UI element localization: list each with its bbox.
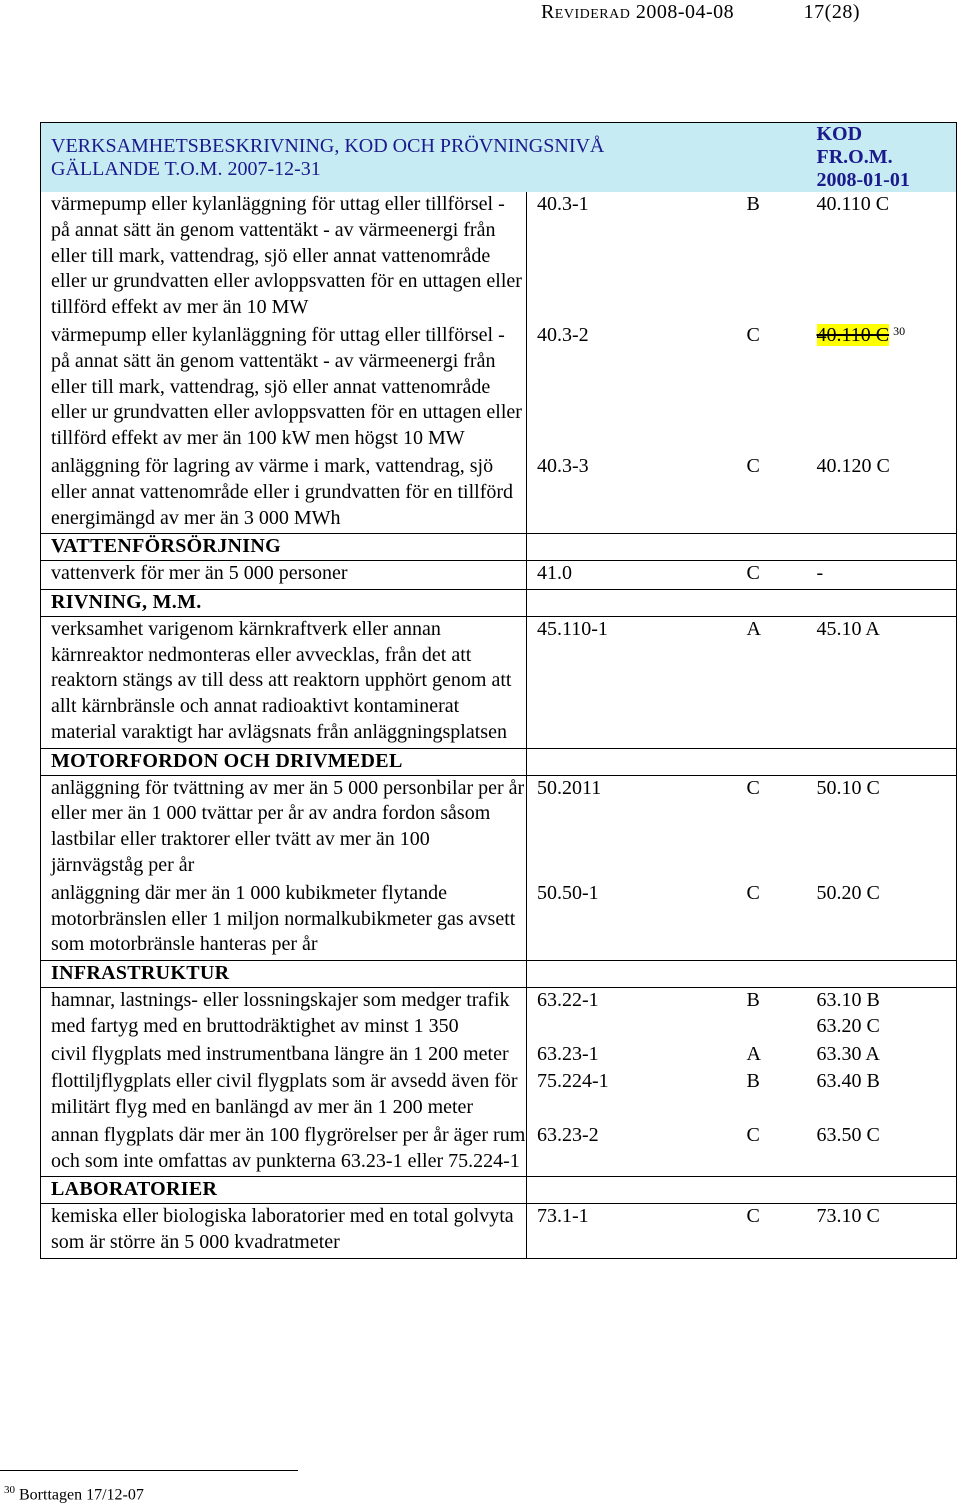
old-code: 40.3-1 (537, 193, 589, 215)
old-code: 63.23-2 (537, 1123, 599, 1146)
empty-cell (527, 961, 737, 988)
table-row (41, 775, 957, 881)
new-code-cell (807, 616, 957, 748)
running-header (541, 0, 860, 24)
kod-header-line-3: 2008-01-01 (816, 169, 910, 191)
empty-cell (527, 589, 737, 616)
empty-cell (527, 1177, 737, 1204)
activity-description: civil flygplats med instrumentbana längre än 1 200 meter (41, 1042, 527, 1070)
old-code: 40.3-3 (537, 454, 589, 477)
section-heading: LABORATORIER (41, 1177, 527, 1204)
activity-description: annan flygplats där mer än 100 flygrörelser per år äger rum och som inte omfattas av punkterna 63.23-1 eller 75.224-1 (41, 1123, 527, 1177)
empty-cell (807, 748, 957, 775)
activity-description: anläggning för tvättning av mer än 5 000 personbilar per år eller mer än 1 000 tvättar per år av andra fordon såsom lastbilar eller traktorer eller tvätt av mer än 100 järnvägståg per år (41, 775, 527, 881)
page-number: 17(28) (803, 1, 860, 23)
section-row (41, 534, 957, 561)
section-heading: INFRASTRUKTUR (41, 961, 527, 988)
permit-level: C (746, 454, 760, 477)
kod-header (807, 123, 957, 193)
new-code: 73.10 C (816, 1205, 880, 1228)
footnote-text: Borttagen 17/12-07 (19, 1486, 144, 1504)
kod-header-line-2: FR.O.M. (816, 146, 893, 168)
permit-level: C (746, 1123, 760, 1146)
new-code: - (816, 562, 824, 585)
footnote-rule (0, 1470, 298, 1471)
new-code-cell (807, 454, 957, 534)
permit-level: A (746, 617, 761, 640)
activity-description: anläggning för lagring av värme i mark, vattendrag, sjö eller annat vattenområde eller i grundvatten för en tillförd energimängd av mer än 3 000 MWh (41, 454, 527, 534)
new-code-cell (807, 1123, 957, 1177)
empty-cell (807, 1177, 957, 1204)
new-code: 40.110 C (816, 323, 890, 346)
old-code: 63.23-1 (537, 1042, 599, 1065)
old-code: 40.3-2 (537, 323, 589, 346)
empty-cell (737, 961, 807, 988)
section-row (41, 961, 957, 988)
table-row (41, 323, 957, 454)
activity-description: kemiska eller biologiska laboratorier med en total golvyta som är större än 5 000 kvadratmeter (41, 1204, 527, 1259)
empty-cell (737, 534, 807, 561)
activity-description: vattenverk för mer än 5 000 personer (41, 561, 527, 590)
old-code: 75.224-1 (537, 1070, 609, 1093)
permit-level: C (746, 881, 760, 904)
revision-date: Reviderad 2008-04-08 (540, 1, 735, 23)
new-code-cell (807, 881, 957, 961)
table-title (41, 123, 807, 193)
footnote (4, 1480, 144, 1505)
new-code: 63.40 B (816, 1070, 880, 1093)
activity-code-table (40, 122, 957, 1259)
table-row (41, 987, 957, 1041)
new-code-cell (807, 1042, 957, 1070)
new-code-cell (807, 323, 957, 454)
table-row (41, 192, 957, 323)
table-header-row (41, 123, 957, 193)
new-code-cell (807, 987, 957, 1041)
old-code: 63.22-1 (537, 988, 599, 1011)
table-row (41, 616, 957, 748)
table-row (41, 881, 957, 961)
empty-cell (807, 589, 957, 616)
new-code: 63.50 C (816, 1123, 880, 1146)
activity-description: flottiljflygplats eller civil flygplats som är avsedd även för militärt flyg med en banlängd av mer än 1 200 meter (41, 1069, 527, 1123)
activity-description: värmepump eller kylanläggning för uttag eller tillförsel - på annat sätt än genom vattentäkt - av värmeenergi från eller till mark, vattendrag, sjö eller annat vattenområde eller ur grundvatten eller avloppsvatten för en uttagen eller tillförd effekt av mer än 100 kW men högst 10 MW (41, 323, 527, 454)
empty-cell (807, 534, 957, 561)
empty-cell (737, 1177, 807, 1204)
new-code: 50.20 C (816, 881, 880, 904)
permit-level: B (746, 988, 760, 1011)
new-code: 45.10 A (816, 617, 880, 640)
old-code: 50.2011 (537, 776, 602, 799)
old-code: 45.110-1 (537, 617, 608, 640)
empty-cell (737, 748, 807, 775)
empty-cell (807, 961, 957, 988)
kod-header-line-1: KOD (816, 123, 863, 145)
section-row (41, 1177, 957, 1204)
table-row (41, 1123, 957, 1177)
new-code-cell (807, 561, 957, 590)
section-row (41, 748, 957, 775)
activity-description: verksamhet varigenom kärnkraftverk eller annan kärnreaktor nedmonteras eller avvecklas, från det att reaktorn stängs av till dess att reaktorn upphört genom att allt kärnbränsle och annat radioaktivt kontaminerat material varaktigt har avlägsnats från anläggningsplatsen (41, 616, 527, 748)
empty-cell (737, 589, 807, 616)
permit-level: B (746, 1070, 760, 1093)
new-code: 50.10 C (816, 776, 880, 799)
footnote-reference: 30 (893, 323, 906, 338)
permit-level: C (746, 1205, 760, 1228)
footnote-number: 30 (4, 1484, 15, 1496)
section-heading: RIVNING, M.M. (41, 589, 527, 616)
new-code-cell (807, 1069, 957, 1123)
permit-level: A (746, 1042, 761, 1065)
new-code: 40.110 C (816, 193, 890, 215)
old-code: 73.1-1 (537, 1205, 589, 1228)
table-row (41, 561, 957, 590)
new-code: 40.120 C (816, 454, 890, 477)
permit-level: C (746, 323, 760, 346)
new-code-cell (807, 1204, 957, 1259)
old-code: 50.50-1 (537, 881, 599, 904)
table-row (41, 1042, 957, 1070)
permit-level: B (746, 193, 760, 215)
activity-description: värmepump eller kylanläggning för uttag eller tillförsel - på annat sätt än genom vattentäkt - av värmeenergi från eller till mark, vattendrag, sjö eller annat vattenområde eller ur grundvatten eller avloppsvatten för en uttagen eller tillförd effekt av mer än 10 MW (41, 192, 527, 323)
activity-description: hamnar, lastnings- eller lossningskajer som medger trafik med fartyg med en bruttodräktighet av minst 1 350 (41, 987, 527, 1041)
table-row (41, 1069, 957, 1123)
section-heading: VATTENFÖRSÖRJNING (41, 534, 527, 561)
new-code: 63.10 B (816, 988, 880, 1011)
permit-level: C (746, 562, 760, 585)
activity-description: anläggning där mer än 1 000 kubikmeter flytande motorbränslen eller 1 miljon normalkubikmeter gas avsett som motorbränsle hanteras per år (41, 881, 527, 961)
section-row (41, 589, 957, 616)
new-code-cell (807, 192, 957, 323)
table-row (41, 454, 957, 534)
old-code: 41.0 (537, 562, 572, 585)
empty-cell (527, 534, 737, 561)
permit-level: C (746, 776, 760, 799)
table-row (41, 1204, 957, 1259)
new-code: 63.30 A (816, 1042, 880, 1065)
new-code-secondary: 63.20 C (816, 1014, 880, 1037)
table-title-line-1: VERKSAMHETSBESKRIVNING, KOD OCH PRÖVNINGSNIVÅ (51, 135, 605, 157)
section-heading: MOTORFORDON OCH DRIVMEDEL (41, 748, 527, 775)
table-title-line-2: GÄLLANDE T.O.M. 2007-12-31 (51, 158, 321, 180)
new-code-cell (807, 775, 957, 881)
empty-cell (527, 748, 737, 775)
